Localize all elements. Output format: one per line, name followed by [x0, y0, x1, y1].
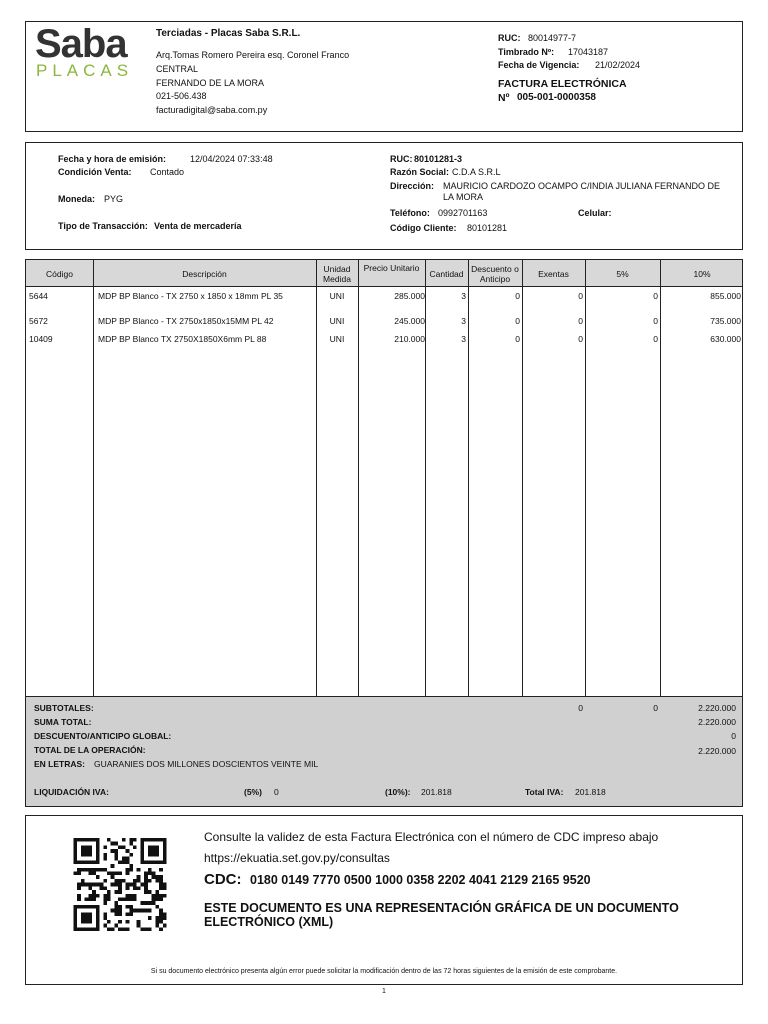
item-code: 5644 [29, 291, 48, 301]
item-unit: UNI [329, 291, 345, 301]
header-cantidad: Cantidad [429, 268, 464, 279]
item-10-percent: 735.000 [710, 316, 741, 326]
total-vat: 201.818 [575, 787, 606, 797]
item-10-percent: 855.000 [710, 291, 741, 301]
vat-5-value: 0 [274, 787, 279, 797]
subtotal-exempt: 0 [578, 703, 583, 713]
header-exentas: Exentas [538, 268, 569, 279]
validation-url[interactable]: https://ekuatia.set.gov.py/consultas [204, 851, 390, 865]
client-code: 80101281 [467, 223, 508, 233]
invoice-number: 005-001-0000358 [517, 92, 596, 103]
global-discount: 0 [731, 731, 736, 741]
client-address-line-2: LA MORA [443, 192, 484, 202]
client-ruc-label: RUC: [390, 154, 413, 164]
company-phone: 021-506.438 [156, 91, 207, 101]
items-table [25, 259, 743, 697]
item-quantity: 3 [461, 334, 466, 344]
vat-10-value: 201.818 [421, 787, 452, 797]
grand-sum-label: SUMA TOTAL: [34, 717, 92, 727]
item-unit-price: 245.000 [394, 316, 425, 326]
cdc-label: CDC: [204, 871, 242, 888]
company-name: Terciadas - Placas Saba S.R.L. [156, 28, 301, 39]
item-quantity: 3 [461, 316, 466, 326]
item-discount: 0 [515, 334, 520, 344]
header-10-percent: 10% [693, 268, 711, 279]
qr-code-icon[interactable] [72, 838, 168, 931]
item-5-percent: 0 [653, 316, 658, 326]
header-codigo: Código [46, 268, 73, 279]
item-5-percent: 0 [653, 291, 658, 301]
header-5-percent: 5% [616, 268, 629, 279]
client-address-line-1: MAURICIO CARDOZO OCAMPO C/INDIA JULIANA FERNANDO DE [443, 181, 721, 191]
phone-label: Teléfono: [390, 208, 430, 218]
subtotal-10-percent: 2.220.000 [698, 703, 736, 713]
global-discount-label: DESCUENTO/ANTICIPO GLOBAL: [34, 731, 172, 741]
transaction-type: Venta de mercadería [154, 221, 242, 231]
amount-in-words: GUARANIES DOS MILLONES DOSCIENTOS VEINTE MIL [94, 759, 319, 769]
representation-statement-line-1: ESTE DOCUMENTO ES UNA REPRESENTACIÓN GRÁFICA DE UN DOCUMENTO [204, 901, 679, 915]
sale-condition: Contado [150, 167, 185, 177]
company-email: facturadigital@saba.com.py [156, 105, 268, 115]
item-description: MDP BP Blanco TX 2750X1850X6mm PL 88 [98, 334, 267, 344]
header-unidad-medida: Unidad Medida [323, 263, 351, 284]
correction-note: Si su documento electrónico presenta algún error puede solicitar la modificación dentro de las 72 horas siguientes de la emisión de este comprobante. [150, 968, 618, 975]
header-precio-unitario: Precio Unitario [363, 263, 420, 273]
subtotals-label: SUBTOTALES: [34, 703, 94, 713]
document-type: FACTURA ELECTRÓNICA [498, 78, 627, 90]
transaction-type-label: Tipo de Transacción: [58, 221, 148, 231]
item-description: MDP BP Blanco - TX 2750 x 1850 x 18mm PL 35 [98, 291, 283, 301]
vat-settlement-label: LIQUIDACIÓN IVA: [34, 787, 109, 797]
item-exempt: 0 [578, 334, 583, 344]
header-descuento: Descuento o Anticipo [471, 263, 519, 284]
operation-total: 2.220.000 [698, 746, 736, 756]
company-city: FERNANDO DE LA MORA [156, 78, 265, 88]
header-descripcion: Descripción [182, 268, 227, 279]
amount-in-words-label: EN LETRAS: [34, 759, 85, 769]
client-ruc: 80101281-3 [414, 154, 463, 164]
total-vat-label: Total IVA: [525, 787, 564, 797]
item-10-percent: 630.000 [710, 334, 741, 344]
address-label: Dirección: [390, 181, 435, 191]
totals-section [25, 697, 743, 807]
validation-instructions: Consulte la validez de esta Factura Electrónica con el número de CDC impreso abajo [204, 830, 659, 844]
currency-label: Moneda: [58, 194, 95, 204]
item-exempt: 0 [578, 316, 583, 326]
item-code: 10409 [29, 334, 53, 344]
item-description: MDP BP Blanco - TX 2750x1850x15MM PL 42 [98, 316, 274, 326]
business-name-label: Razón Social: [390, 167, 450, 177]
business-name: C.D.A S.R.L [452, 167, 501, 177]
company-logo-subtitle: PLACAS [36, 61, 134, 80]
item-5-percent: 0 [653, 334, 658, 344]
cdc-code: 0180 0149 7770 0500 1000 0358 2202 4041 2129 2165 9520 [250, 873, 591, 887]
item-discount: 0 [515, 316, 520, 326]
representation-statement-line-2: ELECTRÓNICO (XML) [204, 915, 334, 929]
company-logo: Saba [35, 22, 127, 66]
item-exempt: 0 [578, 291, 583, 301]
emission-date: 12/04/2024 07:33:48 [190, 154, 273, 164]
operation-total-label: TOTAL DE LA OPERACIÓN: [34, 745, 146, 755]
ruc-label: RUC: [498, 33, 521, 43]
item-unit-price: 210.000 [394, 334, 425, 344]
grand-sum: 2.220.000 [698, 717, 736, 727]
mobile-label: Celular: [578, 208, 612, 218]
vat-10-label: (10%): [385, 787, 411, 797]
item-unit: UNI [329, 316, 345, 326]
page-number: 1 [382, 988, 386, 995]
subtotal-5-percent: 0 [653, 703, 658, 713]
vigencia-label: Fecha de Vigencia: [498, 60, 580, 70]
item-unit-price: 285.000 [394, 291, 425, 301]
emission-date-label: Fecha y hora de emisión: [58, 154, 167, 164]
timbrado-value: 17043187 [568, 47, 609, 57]
client-phone: 0992701163 [438, 208, 488, 218]
client-code-label: Código Cliente: [390, 223, 457, 233]
item-code: 5672 [29, 316, 48, 326]
vigencia-value: 21/02/2024 [595, 60, 641, 70]
item-quantity: 3 [461, 291, 466, 301]
item-discount: 0 [515, 291, 520, 301]
timbrado-label: Timbrado Nº: [498, 47, 555, 57]
item-unit: UNI [329, 334, 345, 344]
currency: PYG [104, 194, 124, 204]
company-district: CENTRAL [156, 64, 199, 74]
invoice-number-label: Nº [498, 92, 510, 104]
vat-5-label: (5%) [244, 787, 262, 797]
sale-condition-label: Condición Venta: [58, 167, 132, 177]
ruc-value: 80014977-7 [528, 33, 577, 43]
col-divider [93, 260, 94, 696]
company-address: Arq.Tomas Romero Pereira esq. Coronel Franco [156, 50, 350, 60]
